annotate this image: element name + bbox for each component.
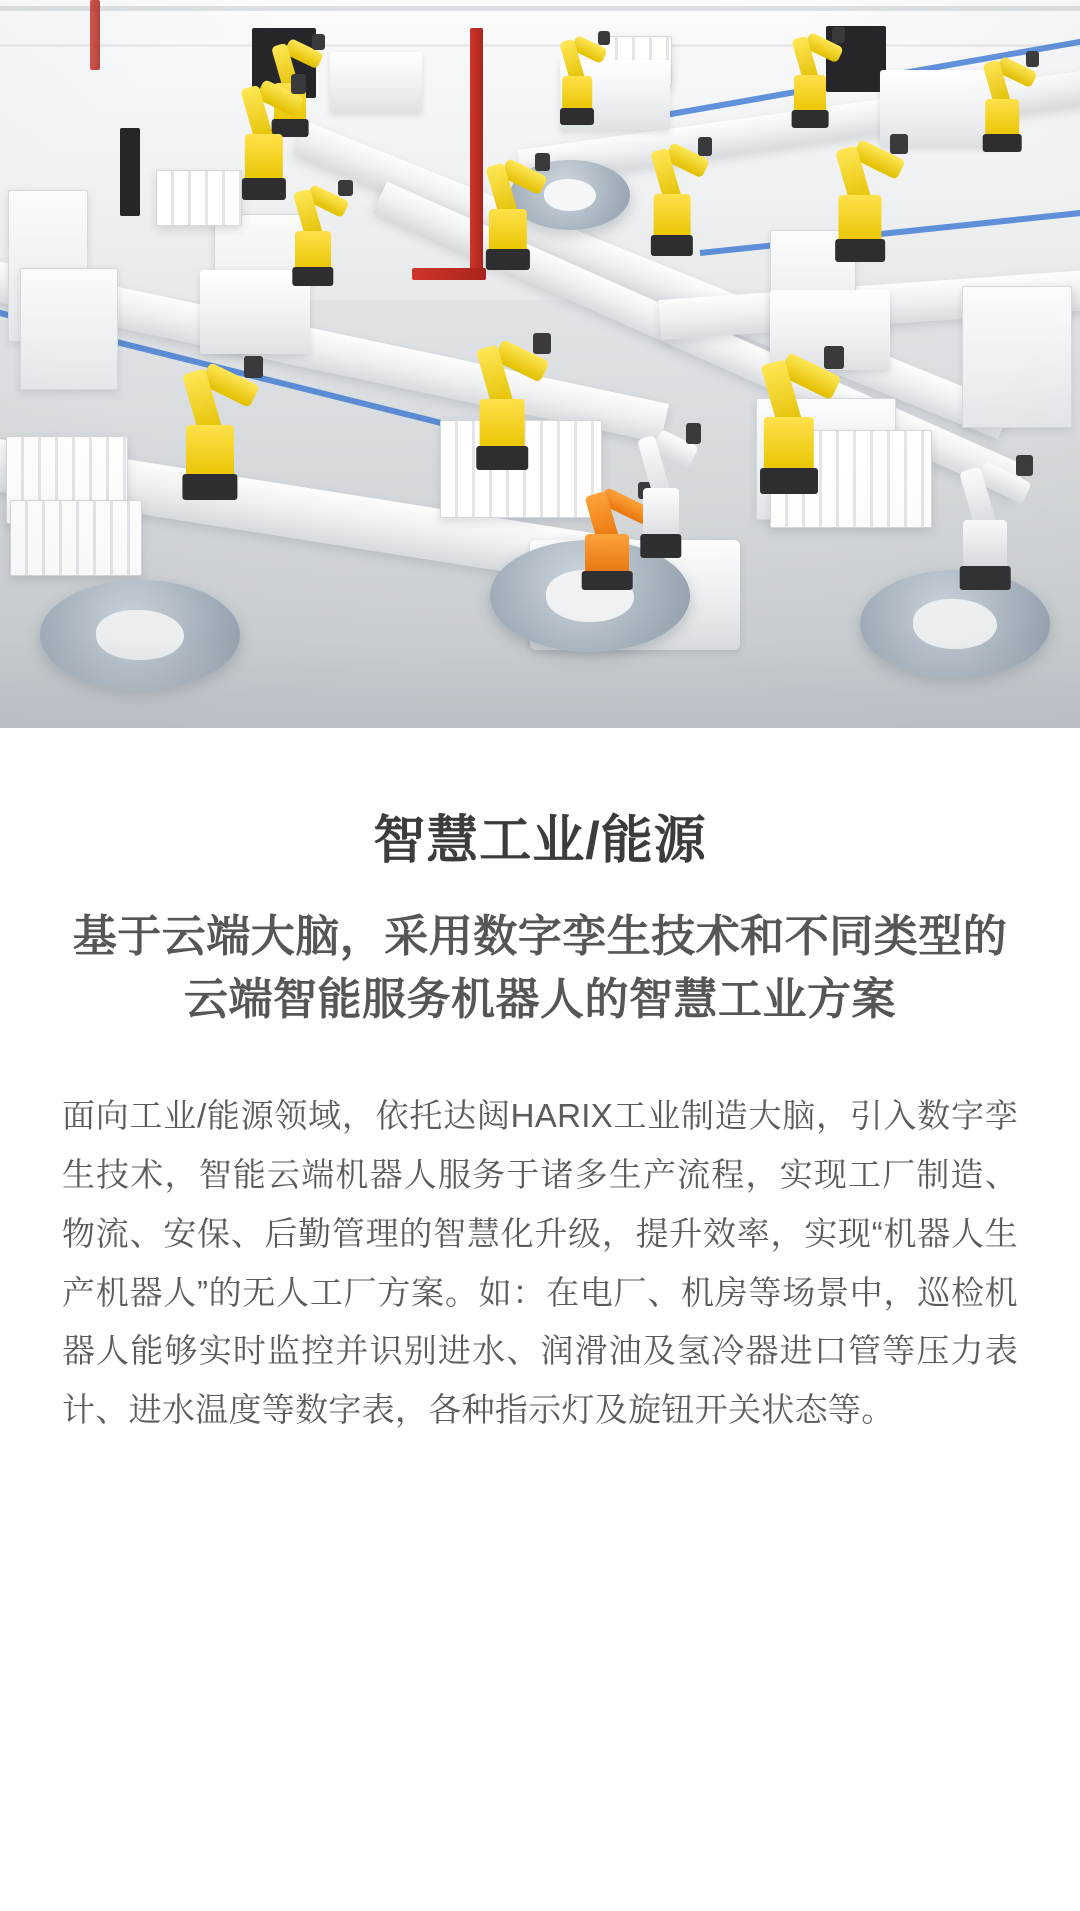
robot-arm-white-cobot-1: [616, 408, 706, 558]
robot-arm-mid-3: [626, 124, 718, 256]
robot-arm-mid-4: [806, 120, 914, 262]
shelf-right-2: [962, 286, 1072, 428]
robot-arm-front-left: [150, 340, 270, 500]
factory-scene: [0, 0, 1080, 728]
robot-arm-mid-5: [268, 168, 358, 286]
hero-image: [0, 0, 1080, 728]
floor-foreground: [0, 640, 1080, 728]
content-section: [0, 728, 1080, 1440]
table-3: [330, 52, 422, 112]
robot-arm-back-2: [540, 20, 614, 125]
robot-arm-back-3: [770, 16, 850, 128]
robot-arm-front-right: [726, 330, 852, 494]
page-subtitle: 基于云端大脑，采用数字孪生技术和不同类型的云端智能服务机器人的智慧工业方案: [72, 912, 1008, 1024]
page-title: 智慧工业/能源: [373, 812, 707, 870]
robot-arm-mid-2: [460, 140, 556, 270]
pallet-2: [10, 500, 142, 576]
shelf-left-2: [20, 268, 118, 390]
robot-arm-back-4: [960, 40, 1044, 152]
pole-camera: [120, 128, 140, 216]
robot-arm-front-center: [446, 318, 558, 470]
body-paragraph: 面向工业/能源领域，依托达闼HARIX工业制造大脑，引入数字孪生技术，智能云端机器人服务于诸多生产流程，实现工厂制造、物流、安保、后勤管理的智慧化升级，提升效率，实现“机器人生产机器人”的无人工厂方案。如：在电厂、机房等场景中，巡检机器人能够实时监控并识别进水、润滑油及氢冷器进口管等压力表计、进水温度等数字表，各种指示灯及旋钮开关状态等。: [62, 1097, 1018, 1428]
robot-arm-white-cobot-2: [930, 440, 1040, 590]
red-ceiling-post: [90, 0, 100, 70]
ceiling-beam-1: [0, 6, 1080, 11]
